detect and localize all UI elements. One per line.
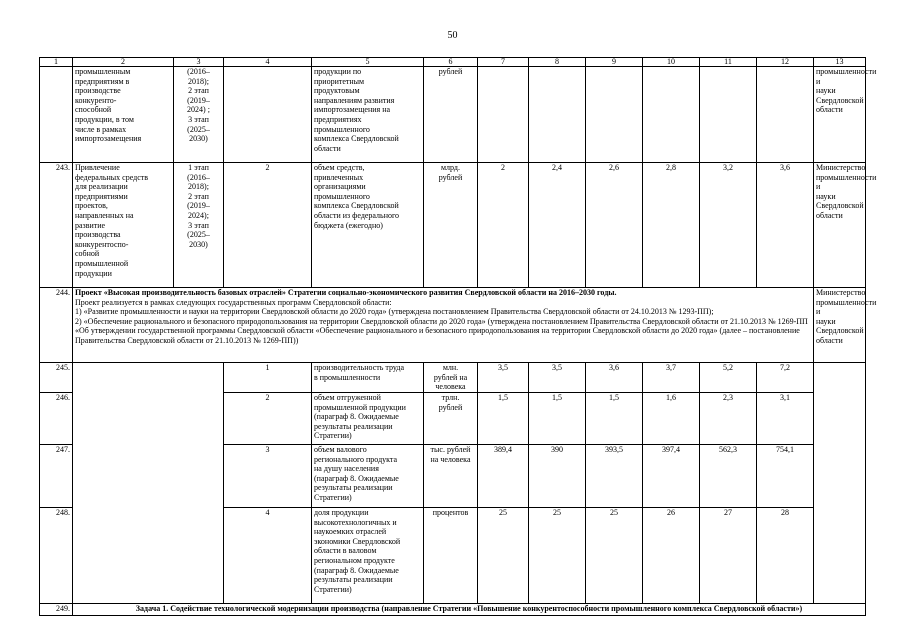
row-number: 247. — [40, 445, 73, 508]
cell-value: 3,6 — [586, 363, 643, 393]
cell-unit: млн. рублей на человека — [424, 363, 478, 393]
cell-value: 3,2 — [700, 163, 757, 288]
cell-value: 3,5 — [478, 363, 529, 393]
cell-index: 2 — [224, 393, 312, 445]
cell-value: 3,6 — [757, 163, 814, 288]
cell-unit: тыс. рублей на человека — [424, 445, 478, 508]
cell-value: 2,3 — [700, 393, 757, 445]
cell-value: 397,4 — [643, 445, 700, 508]
cell-indicator: доля продукции высокотехнологичных и наукоемких отраслей экономики Свердловской области в валовом региональном продукте (параграф 8. Ожидаемые результаты реализации Стратегии) — [312, 508, 424, 604]
cell-period: (2016– 2018); 2 этап (2019– 2024) ; 3 этап (2025– 2030) — [174, 67, 224, 163]
col-header: 8 — [529, 58, 586, 67]
cell-index: 3 — [224, 445, 312, 508]
table-row — [40, 163, 866, 288]
project-title: Проект «Высокая производительность базовых отраслей» Стратегии социально-экономического развития Свердловской области на 2016–2030 годы. — [75, 288, 617, 297]
cell-value: 3,7 — [643, 363, 700, 393]
column-header-row — [40, 58, 866, 67]
cell-measure: Привлечение федеральных средств для реализации предприятиями проектов, направленных на развитие производства конкурентоспо- собной промышленной продукции — [73, 163, 174, 288]
col-header: 7 — [478, 58, 529, 67]
cell-value: 27 — [700, 508, 757, 604]
col-header: 6 — [424, 58, 478, 67]
cell-indicator: объем средств, привлеченных организациями промышленного комплекса Свердловской области из федерального бюджета (ежегодно) — [312, 163, 424, 288]
cell-responsible: Министерство промышленности и науки Свердловской области — [814, 288, 866, 363]
table-row — [40, 67, 866, 163]
row-number: 245. — [40, 363, 73, 393]
col-header: 13 — [814, 58, 866, 67]
cell-value: 26 — [643, 508, 700, 604]
row-number: 244. — [40, 288, 73, 363]
cell-value: 562,3 — [700, 445, 757, 508]
cell-unit: рублей — [424, 67, 478, 163]
cell-value: 1,5 — [529, 393, 586, 445]
cell-responsible: Министерство промышленности и науки Свердловской области — [814, 163, 866, 288]
project-description: Проект реализуется в рамках следующих государственных программ Свердловской области: 1) «Развитие промышленности и науки на территории Свердловской области до 2020 года» (утверждена постановлением Правительства Свердловской области от 24.10.2013 № 1293-ПП); 2) «Обеспечение рационального и безопасного природопользования на территории Свердловской области до 2020 года» (утверждена постановлением Правительства Свердловской области от 21.10.2013 № 1269-ПП «Об утверждении государственной программы Свердловской области «Обеспечение рационального и безопасного природопользования на территории Свердловской области до 2020 года» (далее – постановление Правительства Свердловской области от 21.10.2013 № 1269-ПП)) — [75, 297, 808, 345]
table-row — [40, 288, 866, 363]
cell-value: 389,4 — [478, 445, 529, 508]
cell-value: 754,1 — [757, 445, 814, 508]
cell-value: 2,6 — [586, 163, 643, 288]
cell-value: 2,4 — [529, 163, 586, 288]
cell-index: 4 — [224, 508, 312, 604]
cell-unit: процентов — [424, 508, 478, 604]
cell-unit: трлн. рублей — [424, 393, 478, 445]
cell-unit: млрд. рублей — [424, 163, 478, 288]
cell-indicator: объем валового регионального продукта на душу населения (параграф 8. Ожидаемые результаты реализации Стратегии) — [312, 445, 424, 508]
cell-period: 1 этап (2016– 2018); 2 этап (2019– 2024); 3 этап (2025– 2030) — [174, 163, 224, 288]
row-number: 249. — [40, 604, 73, 616]
cell-index: 1 — [224, 363, 312, 393]
col-header: 3 — [174, 58, 224, 67]
cell-value: 3,1 — [757, 393, 814, 445]
project-cell — [73, 288, 814, 363]
col-header: 2 — [73, 58, 174, 67]
row-number: 248. — [40, 508, 73, 604]
table-row — [40, 363, 866, 393]
cell-value: 2 — [478, 163, 529, 288]
col-header: 5 — [312, 58, 424, 67]
cell-value: 1,5 — [586, 393, 643, 445]
cell-value: 25 — [586, 508, 643, 604]
cell-index: 2 — [224, 163, 312, 288]
cell-value: 393,5 — [586, 445, 643, 508]
cell-value: 3,5 — [529, 363, 586, 393]
cell-measure: промышленным предприятиям в производстве конкуренто- способной продукции, в том числе в рамках импортозамещения — [73, 67, 174, 163]
indicator-table — [39, 57, 877, 616]
cell-value: 28 — [757, 508, 814, 604]
task-heading: Задача 1. Содействие технологической модернизации производства (направление Стратегии «Повышение конкурентоспособности промышленного комплекса Свердловской области») — [73, 604, 866, 616]
cell-value: 7,2 — [757, 363, 814, 393]
cell-indicator: объем отгруженной промышленной продукции (параграф 8. Ожидаемые результаты реализации Стратегии) — [312, 393, 424, 445]
col-header: 12 — [757, 58, 814, 67]
cell-value: 25 — [478, 508, 529, 604]
cell-value: 390 — [529, 445, 586, 508]
col-header: 9 — [586, 58, 643, 67]
cell-indicator: продукции по приоритетным продуктовым направлениям развития импортозамещения на предприятиях промышленного комплекса Свердловской области — [312, 67, 424, 163]
row-number: 246. — [40, 393, 73, 445]
row-number: 243. — [40, 163, 73, 288]
col-header: 4 — [224, 58, 312, 67]
cell-value: 1,6 — [643, 393, 700, 445]
cell-value: 5,2 — [700, 363, 757, 393]
col-header: 10 — [643, 58, 700, 67]
cell-indicator: производительность труда в промышленности — [312, 363, 424, 393]
cell-value: 25 — [529, 508, 586, 604]
table-row — [40, 604, 866, 616]
cell-value: 2,8 — [643, 163, 700, 288]
cell-responsible: промышленности и науки Свердловской области — [814, 67, 866, 163]
page-number: 50 — [447, 30, 458, 41]
col-header: 11 — [700, 58, 757, 67]
col-header: 1 — [40, 58, 73, 67]
cell-value: 1,5 — [478, 393, 529, 445]
